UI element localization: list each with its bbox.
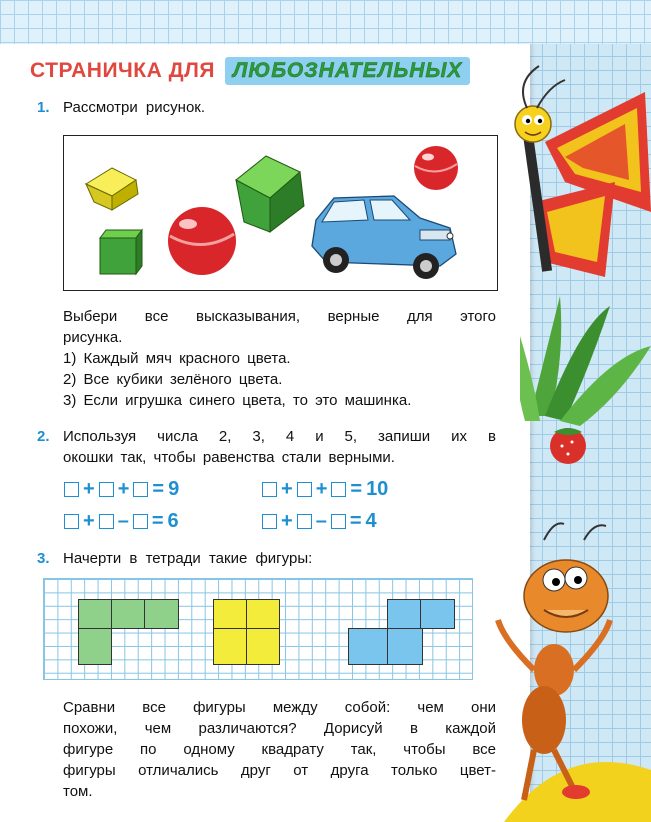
toys-illustration — [64, 136, 497, 290]
figures-grid — [43, 578, 473, 680]
title-part1: СТРАНИЧКА ДЛЯ — [30, 59, 215, 82]
task3-text-line2: похожи, чем различаются? Дорисуй в каждой — [63, 720, 496, 737]
answer-box[interactable] — [64, 482, 79, 497]
task1-statement-3: 3) Если игрушка синего цвета, то это машинка. — [63, 392, 412, 409]
blue-square — [387, 599, 423, 629]
green-square — [78, 599, 112, 629]
green-cube-large — [236, 156, 304, 232]
task3-prompt: Начерти в тетради такие фигуры: — [63, 550, 313, 567]
title-part2: ЛЮБОЗНАТЕЛЬНЫХ — [225, 57, 471, 85]
grass-illustration — [520, 296, 651, 476]
yellow-cube — [86, 168, 138, 210]
answer-box[interactable] — [99, 514, 114, 529]
blue-square — [420, 599, 455, 629]
blue-square — [348, 628, 388, 665]
butterfly-illustration — [505, 62, 651, 282]
answer-box[interactable] — [99, 482, 114, 497]
task1-instruction-line1: Выбери все высказывания, верные для этого — [63, 308, 496, 325]
task1-prompt: Рассмотри рисунок. — [63, 99, 206, 116]
answer-box[interactable] — [331, 514, 346, 529]
task1-statement-2: 2) Все кубики зелёного цвета. — [63, 371, 283, 388]
green-cube-small — [100, 230, 142, 274]
answer-box[interactable] — [262, 514, 277, 529]
task3-text-line4: фигуры отличались друг от друга только цвет- — [63, 762, 496, 779]
blue-car — [312, 196, 456, 279]
yellow-square — [213, 599, 247, 629]
red-ball-large — [168, 207, 236, 275]
answer-box[interactable] — [262, 482, 277, 497]
equals-sign: = — [350, 478, 363, 500]
answer-box[interactable] — [297, 482, 312, 497]
task3-text-line5: том. — [63, 783, 93, 800]
equation-1 — [62, 478, 181, 501]
yellow-square — [246, 599, 280, 629]
equation-result: 10 — [366, 478, 389, 500]
equation-4 — [260, 510, 379, 533]
task2-number: 2. — [37, 428, 50, 445]
task1-picture — [63, 135, 498, 291]
operator: + — [315, 478, 328, 500]
answer-box[interactable] — [297, 514, 312, 529]
equals-sign: = — [152, 478, 165, 500]
answer-box[interactable] — [331, 482, 346, 497]
task3-number: 3. — [37, 550, 50, 567]
equals-sign: = — [349, 510, 362, 532]
operator: + — [281, 478, 293, 500]
equation-2 — [260, 478, 390, 501]
yellow-square — [213, 628, 247, 665]
top-grid-strip — [0, 0, 651, 44]
operator: – — [315, 510, 327, 532]
task1-instruction-line2: рисунка. — [63, 329, 123, 346]
ant-illustration — [484, 520, 651, 822]
blue-square — [387, 628, 423, 665]
green-square — [78, 628, 112, 665]
operator: – — [117, 510, 129, 532]
answer-box[interactable] — [133, 482, 148, 497]
task2-line1: Используя числа 2, 3, 4 и 5, запиши их в — [63, 428, 496, 445]
red-ball-small — [414, 146, 458, 190]
yellow-square — [246, 628, 280, 665]
equation-result: 4 — [365, 510, 377, 532]
operator: + — [83, 478, 95, 500]
answer-box[interactable] — [64, 514, 79, 529]
task3-text-line1: Сравни все фигуры между собой: чем они — [63, 699, 496, 716]
equation-result: 6 — [167, 510, 179, 532]
task1-number: 1. — [37, 99, 50, 116]
equals-sign: = — [151, 510, 164, 532]
operator: + — [117, 478, 130, 500]
operator: + — [281, 510, 293, 532]
task3-text-line3: фигуре по одному квадрату так, чтобы все — [63, 741, 496, 758]
page-title — [30, 56, 470, 86]
task2-line2: окошки так, чтобы равенства стали верными. — [63, 449, 395, 466]
task1-statement-1: 1) Каждый мяч красного цвета. — [63, 350, 291, 367]
operator: + — [83, 510, 95, 532]
answer-box[interactable] — [133, 514, 148, 529]
green-square — [111, 599, 145, 629]
equation-3 — [62, 510, 181, 533]
equation-result: 9 — [168, 478, 180, 500]
green-square — [144, 599, 179, 629]
